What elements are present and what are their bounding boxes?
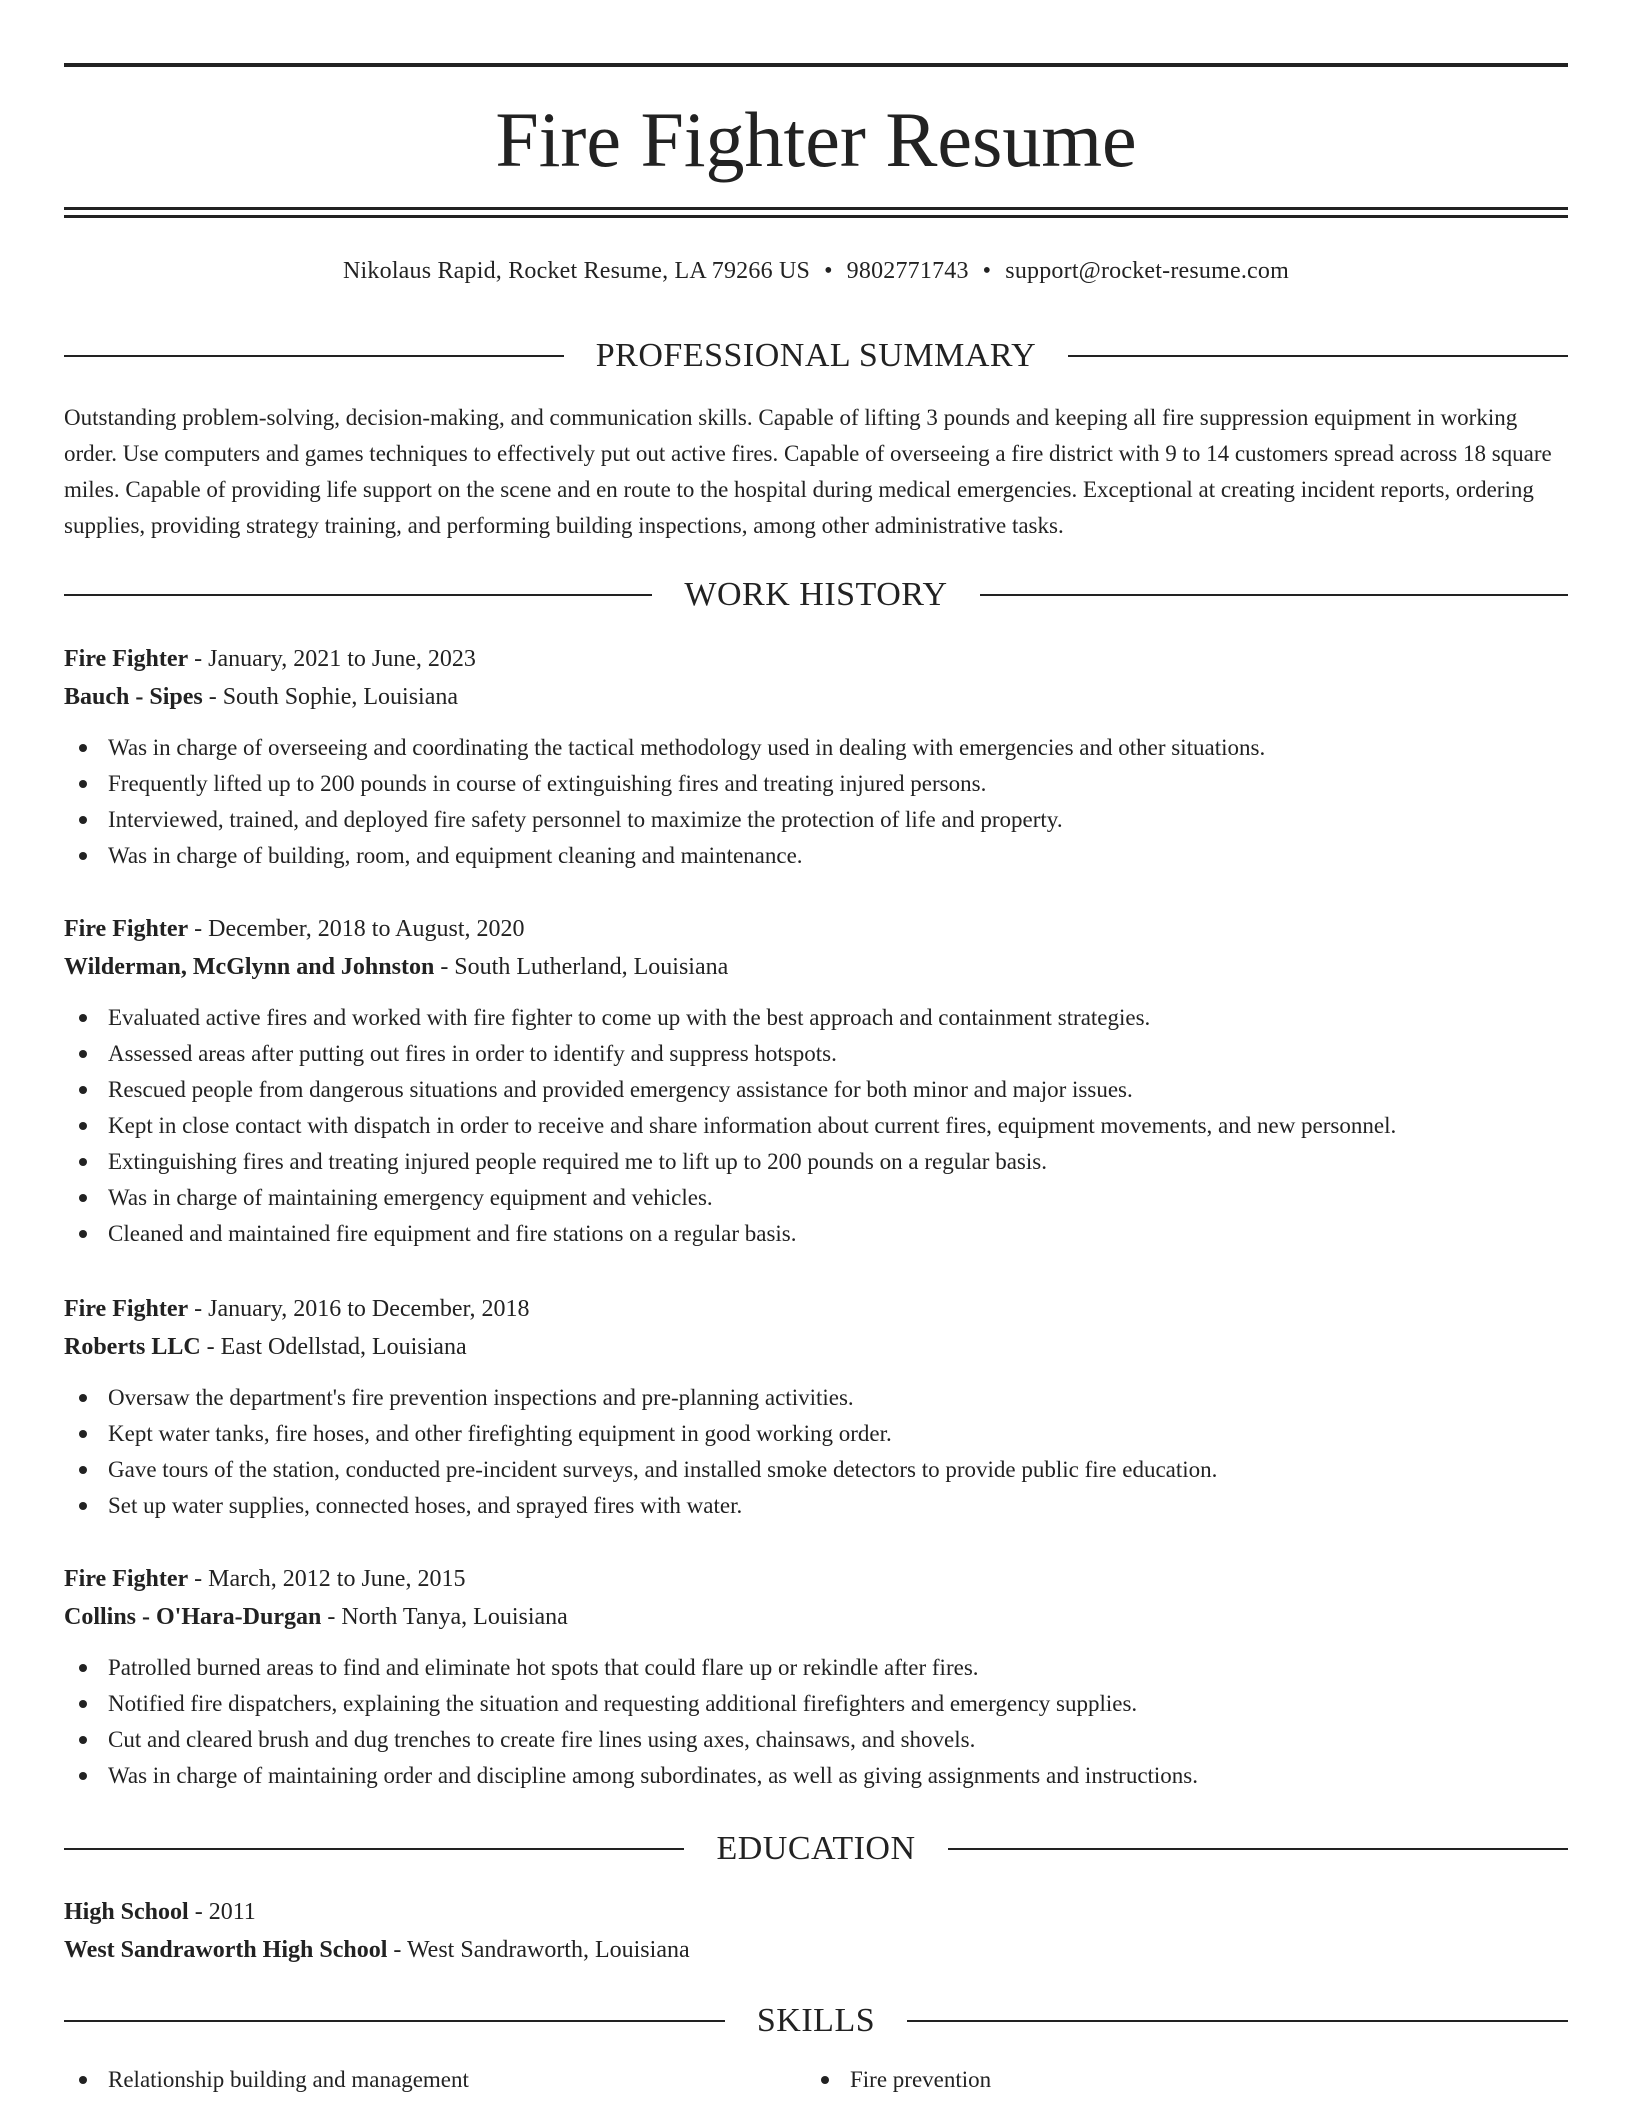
- bullet-dot: [79, 744, 87, 752]
- bullet-dot: [79, 2076, 87, 2084]
- education-school-line: [64, 1931, 1568, 1969]
- job-entry: [64, 640, 1568, 874]
- bullet-text: Extinguishing fires and treating injured people required me to lift up to 200 pounds on a regular basis.: [108, 1149, 1047, 1174]
- contact-line: [64, 254, 1568, 288]
- skill-text: Relationship building and management: [108, 2067, 469, 2092]
- bullet-dot: [79, 1394, 87, 1402]
- section-title: SKILLS: [756, 2002, 876, 2039]
- education-school: West Sandraworth High School: [64, 1937, 388, 1963]
- bullet-text: Notified fire dispatchers, explaining the situation and requesting additional firefighters and emergency supplies.: [108, 1691, 1138, 1716]
- bullet-text: Patrolled burned areas to find and eliminate hot spots that could flare up or rekindle after fires.: [108, 1655, 979, 1680]
- job-title: Fire Fighter: [64, 1566, 189, 1592]
- list-item: [64, 1488, 1568, 1524]
- job-location: - South Sophie, Louisiana: [202, 684, 459, 710]
- skills-column-left: [64, 2062, 806, 2098]
- contact-separator: •: [982, 258, 992, 284]
- bullet-dot: [79, 1230, 87, 1238]
- job-title-line: [64, 910, 1568, 948]
- bullet-text: Kept water tanks, fire hoses, and other firefighting equipment in good working order.: [108, 1421, 892, 1446]
- heading-rule: [64, 2020, 725, 2022]
- bullet-dot: [79, 1194, 87, 1202]
- job-company: Bauch - Sipes: [64, 684, 203, 710]
- section-title: WORK HISTORY: [684, 576, 948, 613]
- job-bullets: [64, 1000, 1568, 1252]
- bullet-dot: [821, 2076, 829, 2084]
- list-item: [64, 1108, 1568, 1144]
- bullet-text: Was in charge of maintaining order and discipline among subordinates, as well as giving assignments and instructions.: [108, 1763, 1199, 1788]
- list-item: [64, 1758, 1568, 1794]
- job-title-line: [64, 640, 1568, 678]
- job-bullets: [64, 730, 1568, 874]
- list-item: [64, 730, 1568, 766]
- job-company-line: [64, 678, 1568, 716]
- skill-item: [806, 2062, 1548, 2098]
- skills-list: [64, 2062, 1568, 2098]
- bullet-dot: [79, 1050, 87, 1058]
- job-title: Fire Fighter: [64, 1296, 189, 1322]
- bullet-text: Evaluated active fires and worked with fire fighter to come up with the best approach and containment strategies.: [108, 1005, 1151, 1030]
- job-location: - East Odellstad, Louisiana: [200, 1334, 467, 1360]
- list-item: [64, 1036, 1568, 1072]
- bullet-dot: [79, 1466, 87, 1474]
- job-bullets: [64, 1380, 1568, 1524]
- list-item: [64, 1000, 1568, 1036]
- job-title-line: [64, 1560, 1568, 1598]
- bullet-dot: [79, 852, 87, 860]
- list-item: [64, 1416, 1568, 1452]
- bullet-dot: [79, 1664, 87, 1672]
- education-degree-line: [64, 1893, 1568, 1931]
- list-item: [64, 1144, 1568, 1180]
- section-heading-summary: [64, 334, 1568, 378]
- bullet-dot: [79, 1736, 87, 1744]
- section-heading-education: [64, 1827, 1568, 1871]
- bullet-text: Was in charge of overseeing and coordinating the tactical methodology used in dealing with emergencies and other situations.: [108, 735, 1266, 760]
- bullet-dot: [79, 1122, 87, 1130]
- bullet-dot: [79, 1700, 87, 1708]
- heading-rule: [980, 594, 1568, 596]
- top-rule: [64, 63, 1568, 67]
- bullet-text: Cleaned and maintained fire equipment and fire stations on a regular basis.: [108, 1221, 797, 1246]
- bullet-text: Interviewed, trained, and deployed fire safety personnel to maximize the protection of life and property.: [108, 807, 1063, 832]
- job-dates: - December, 2018 to August, 2020: [188, 916, 525, 942]
- heading-rule: [948, 1848, 1568, 1850]
- section-title: PROFESSIONAL SUMMARY: [595, 337, 1037, 374]
- bullet-dot: [79, 1772, 87, 1780]
- bullet-dot: [79, 1086, 87, 1094]
- job-company-line: [64, 948, 1568, 986]
- skills-column-right: [806, 2062, 1548, 2098]
- title-rule-upper: [64, 207, 1568, 210]
- list-item: [64, 1180, 1568, 1216]
- list-item: [64, 1216, 1568, 1252]
- job-location: - North Tanya, Louisiana: [321, 1604, 568, 1630]
- job-entry: [64, 910, 1568, 1252]
- resume-page: [64, 0, 1568, 2112]
- bullet-text: Was in charge of maintaining emergency equipment and vehicles.: [108, 1185, 713, 1210]
- list-item: [64, 1722, 1568, 1758]
- list-item: [64, 802, 1568, 838]
- heading-rule: [64, 355, 564, 357]
- contact-email: support@rocket-resume.com: [1005, 258, 1289, 284]
- heading-rule: [1068, 355, 1568, 357]
- contact-phone: 9802771743: [846, 258, 969, 284]
- education-year: - 2011: [188, 1899, 256, 1925]
- bullet-dot: [79, 1502, 87, 1510]
- bullet-dot: [79, 1158, 87, 1166]
- bullet-text: Kept in close contact with dispatch in order to receive and share information about current fires, equipment movements, and new personnel.: [108, 1113, 1397, 1138]
- job-dates: - March, 2012 to June, 2015: [188, 1566, 466, 1592]
- bullet-text: Cut and cleared brush and dug trenches to create fire lines using axes, chainsaws, and shovels.: [108, 1727, 976, 1752]
- section-heading-work-history: [64, 573, 1568, 617]
- section-title: EDUCATION: [716, 1830, 916, 1867]
- job-company-line: [64, 1328, 1568, 1366]
- job-entry: [64, 1560, 1568, 1794]
- bullet-text: Assessed areas after putting out fires in order to identify and suppress hotspots.: [108, 1041, 837, 1066]
- bullet-text: Frequently lifted up to 200 pounds in course of extinguishing fires and treating injured persons.: [108, 771, 987, 796]
- job-company-line: [64, 1598, 1568, 1636]
- job-dates: - January, 2021 to June, 2023: [188, 646, 476, 672]
- job-dates: - January, 2016 to December, 2018: [188, 1296, 530, 1322]
- bullet-dot: [79, 816, 87, 824]
- contact-address: Nikolaus Rapid, Rocket Resume, LA 79266 US: [343, 258, 811, 284]
- job-entry: [64, 1290, 1568, 1524]
- list-item: [64, 1072, 1568, 1108]
- bullet-dot: [79, 1014, 87, 1022]
- bullet-text: Set up water supplies, connected hoses, and sprayed fires with water.: [108, 1493, 743, 1518]
- heading-rule: [64, 594, 652, 596]
- bullet-text: Oversaw the department's fire prevention inspections and pre-planning activities.: [108, 1385, 854, 1410]
- list-item: [64, 838, 1568, 874]
- education-entry: [64, 1893, 1568, 1969]
- job-title: Fire Fighter: [64, 916, 189, 942]
- job-company: Collins - O'Hara-Durgan: [64, 1604, 322, 1630]
- job-title-line: [64, 1290, 1568, 1328]
- bullet-text: Gave tours of the station, conducted pre-incident surveys, and installed smoke detectors to provide public fire education.: [108, 1457, 1218, 1482]
- job-bullets: [64, 1650, 1568, 1794]
- job-company: Roberts LLC: [64, 1334, 201, 1360]
- education-degree: High School: [64, 1899, 189, 1925]
- list-item: [64, 1686, 1568, 1722]
- title-rule-lower: [64, 215, 1568, 218]
- bullet-text: Was in charge of building, room, and equipment cleaning and maintenance.: [108, 843, 803, 868]
- list-item: [64, 1452, 1568, 1488]
- resume-title: Fire Fighter Resume: [495, 96, 1137, 183]
- summary-paragraph: Outstanding problem-solving, decision-making, and communication skills. Capable of lifting 3 pounds and keeping all fire suppression equipment in working order. Use computers and games techniques to effectively put out active fires. Capable of overseeing a fire district with 9 to 14 customers spread across 18 square miles. Capable of providing life support on the scene and en route to the hospital during medical emergencies. Exceptional at creating incident reports, ordering supplies, providing strategy training, and performing building inspections, among other administrative tasks.: [64, 405, 1552, 538]
- bullet-dot: [79, 780, 87, 788]
- skill-item: [64, 2062, 806, 2098]
- section-heading-skills: [64, 1999, 1568, 2043]
- job-title: Fire Fighter: [64, 646, 189, 672]
- list-item: [64, 766, 1568, 802]
- job-company: Wilderman, McGlynn and Johnston: [64, 954, 435, 980]
- contact-separator: •: [824, 258, 833, 284]
- heading-rule: [907, 2020, 1568, 2022]
- bullet-dot: [79, 1430, 87, 1438]
- list-item: [64, 1380, 1568, 1416]
- bullet-text: Rescued people from dangerous situations and provided emergency assistance for both minor and major issues.: [108, 1077, 1133, 1102]
- job-location: - South Lutherland, Louisiana: [434, 954, 729, 980]
- heading-rule: [64, 1848, 684, 1850]
- skill-text: Fire prevention: [850, 2067, 992, 2092]
- list-item: [64, 1650, 1568, 1686]
- education-location: - West Sandraworth, Louisiana: [387, 1937, 690, 1963]
